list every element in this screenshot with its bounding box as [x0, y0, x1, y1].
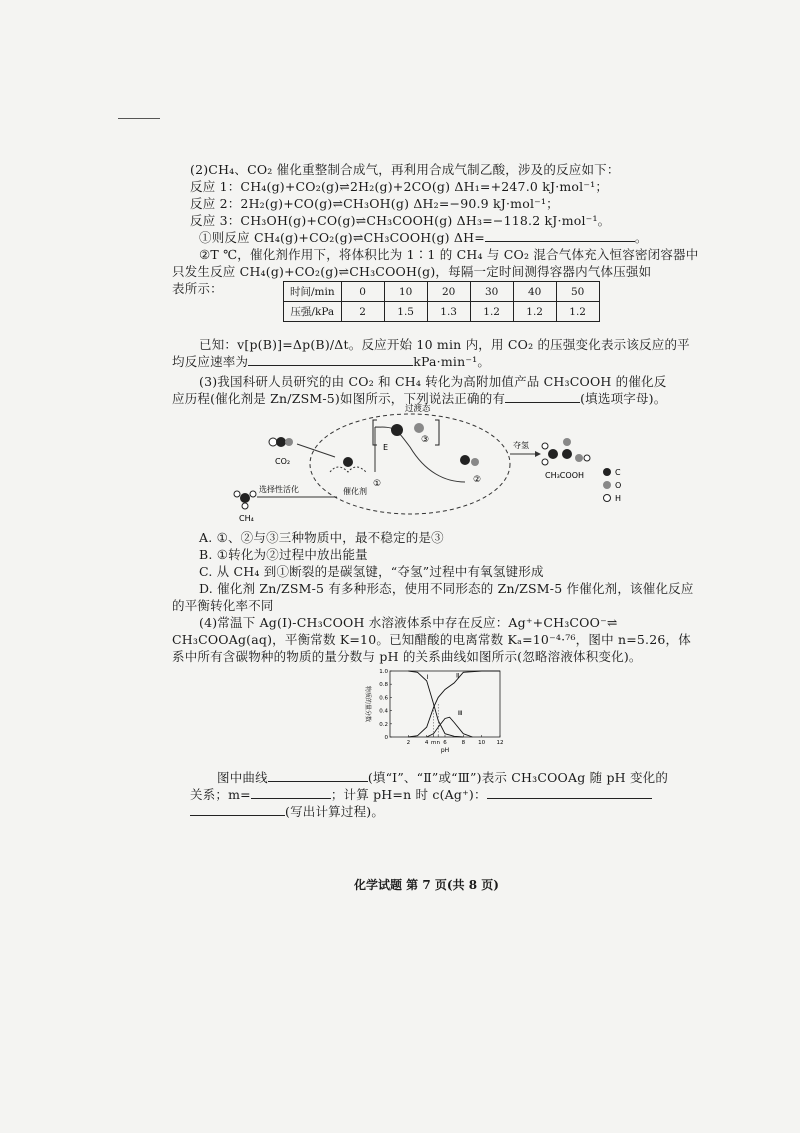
q-ag-text: ；计算 pH=n 时 c(Ag⁺)： [330, 787, 487, 802]
chart-series [408, 671, 500, 737]
legend-oxygen-icon [603, 481, 611, 489]
catalyst-surface [330, 467, 366, 472]
species-fraction-chart [360, 665, 510, 755]
reaction-mechanism-diagram [225, 402, 645, 527]
y-tick-label: 0.2 [379, 721, 388, 728]
species-2-oxygen-icon [471, 458, 479, 466]
part3-line2-text: 应历程(催化剂是 Zn/ZSM-5)如图所示，下列说法正确的有 [172, 391, 506, 406]
series-line-2 [408, 671, 500, 737]
legend-carbon-icon [603, 468, 611, 476]
reaction-2: 反应 2：2H₂(g)+CO(g)⇌CH₃OH(g) ΔH₂=−90.9 kJ·mol⁻¹； [190, 196, 559, 211]
x-axis-label: pH [440, 747, 450, 754]
legend-hydrogen-icon [604, 495, 611, 502]
reaction-boundary [310, 414, 510, 514]
option-b: B. ①转化为②过程中放出能量 [199, 547, 368, 562]
table-row [284, 282, 600, 302]
legend-hydrogen-label: H [615, 494, 622, 503]
table-row-label: 压强/kPa [284, 302, 342, 322]
x-tick-label: 10 [478, 740, 486, 746]
x-tick-label: n [436, 740, 440, 746]
table-cell: 30 [470, 282, 513, 302]
option-a: A. ①、②与③三种物质中，最不稳定的是③ [199, 530, 444, 545]
ts-oxygen-icon [414, 423, 424, 433]
energy-e-label: E [383, 443, 389, 452]
table-cell: 1.2 [556, 302, 599, 322]
transition-state-label: 过渡态 [405, 404, 431, 414]
arrow-head-icon [535, 451, 541, 457]
y-tick-label: 0 [384, 735, 388, 741]
table-row [284, 302, 600, 322]
ch4-label: CH₄ [239, 514, 254, 523]
reaction-3: 反应 3：CH₃OH(g)+CO(g)⇌CH₃COOH(g) ΔH₃=−118.2 kJ·mol⁻¹。 [190, 213, 611, 228]
option-c: C. 从 CH₄ 到①断裂的是碳氢键，“夺氢”过程中有氧氢键形成 [199, 564, 544, 579]
y-tick-label: 0.8 [379, 682, 388, 689]
x-tick-label: 4 [424, 740, 429, 746]
q-m-text: 关系；m= [190, 787, 251, 802]
acetic-acid-molecule-icon [542, 438, 590, 465]
answer-blank-calc[interactable] [190, 805, 285, 816]
answer-blank-ag[interactable] [487, 788, 652, 799]
x-tick-label: 2 [406, 740, 411, 746]
species-2-icon [460, 455, 470, 465]
legend-carbon-label: C [615, 468, 621, 477]
series-label-1: Ⅰ [426, 672, 429, 681]
rate-question [172, 352, 490, 370]
table-header-label: 时间/min [284, 282, 342, 302]
part3-line2-tail: (填选项字母)。 [580, 391, 667, 406]
y-tick-label: 1.0 [379, 669, 388, 675]
y-tick-label: 0.4 [379, 708, 388, 715]
answer-blank-dh[interactable] [485, 231, 635, 242]
table-cell: 20 [427, 282, 470, 302]
question-2-line1: ②T ℃，催化剂作用下，将体积比为 1∶1 的 CH₄ 与 CO₂ 混合气体充入恒容密闭容器中 [199, 247, 699, 262]
grab-hydrogen-label: 夺氢 [513, 441, 529, 450]
question-2-line2: 只发生反应 CH₄(g)+CO₂(g)⇌CH₃COOH(g)，每隔一定时间测得容器内气体压强如 [172, 264, 652, 279]
table-cell: 1.2 [470, 302, 513, 322]
select-activation-label: 选择性活化 [259, 485, 299, 494]
table-cell: 1.5 [384, 302, 427, 322]
part4-line2: CH₃COOAg(aq)，平衡常数 K=10。已知醋酸的电离常数 Kₐ=10⁻⁴·⁷⁶，图中 n=5.26，体 [172, 632, 691, 647]
product-label: CH₃COOH [545, 471, 585, 480]
pressure-table [283, 281, 600, 322]
table-cell: 0 [341, 282, 384, 302]
question-1: ①则反应 CH₄(g)+CO₂(g)⇌CH₃COOH(g) ΔH= 。 [199, 230, 648, 245]
part4-question-line3 [190, 802, 384, 820]
answer-blank-curve[interactable] [268, 771, 368, 782]
x-tick-label: 6 [443, 740, 447, 746]
legend-oxygen-label: O [615, 481, 622, 490]
table-cell: 2 [341, 302, 384, 322]
table-cell: 10 [384, 282, 427, 302]
q-curve-text: 图中曲线 [217, 770, 268, 785]
part2-intro: (2)CH₄、CO₂ 催化重整制合成气，再利用合成气制乙酸，涉及的反应如下： [190, 162, 620, 177]
y-axis-label: 物质的量分数 [364, 685, 371, 723]
catalyst-label: 催化剂 [343, 487, 367, 496]
series-line-1 [408, 671, 463, 737]
q-calc-tail: (写出计算过程)。 [285, 804, 385, 819]
co2-molecule-icon [269, 437, 293, 447]
rate-unit: kPa·min⁻¹。 [413, 354, 491, 369]
table-cell: 1.3 [427, 302, 470, 322]
answer-blank-m[interactable] [251, 788, 331, 799]
known-formula: 已知：v[p(B)]=Δp(B)/Δt。反应开始 10 min 内，用 CO₂ 的压强变化表示该反应的平 [199, 337, 690, 352]
reaction-1: 反应 1：CH₄(g)+CO₂(g)⇌2H₂(g)+2CO(g) ΔH₁=+247.0 kJ·mol⁻¹； [190, 179, 609, 194]
species-2-label: ② [473, 475, 482, 485]
option-d-line1: D. 催化剂 Zn/ZSM-5 有多种形态，使用不同形态的 Zn/ZSM-5 作催化剂，该催化反应 [199, 581, 694, 596]
co2-label: CO₂ [275, 457, 291, 466]
top-rule [118, 118, 160, 119]
species-3-label: ③ [421, 435, 430, 445]
part4-question-line1 [217, 768, 668, 786]
series-label-3: Ⅲ [457, 709, 463, 718]
x-tick-label: m [430, 740, 437, 746]
co2-arrow [297, 444, 335, 457]
question-2-line3: 表所示： [172, 281, 223, 296]
species-1-label: ① [373, 479, 382, 489]
series-label-2: Ⅱ [456, 671, 460, 680]
ch4-molecule-icon [234, 491, 256, 509]
ts-carbon-icon [391, 424, 403, 436]
table-cell: 40 [513, 282, 556, 302]
part4-question-line2 [190, 785, 652, 803]
chart-axes [390, 671, 500, 737]
species-1-icon [343, 457, 353, 467]
chart-frame [390, 671, 500, 737]
page-footer: 化学试题 第 7 页(共 8 页) [354, 878, 499, 892]
option-d-line2: 的平衡转化率不同 [172, 598, 274, 613]
part4-line3: 系中所有含碳物种的物质的量分数与 pH 的关系曲线如图所示(忽略溶液体积变化)。 [172, 649, 642, 664]
table-cell: 50 [556, 282, 599, 302]
part4-line1: (4)常温下 Ag(Ⅰ)-CH₃COOH 水溶液体系中存在反应：Ag⁺+CH₃COO⁻⇌ [199, 615, 618, 630]
table-cell: 1.2 [513, 302, 556, 322]
answer-blank-rate[interactable] [248, 355, 413, 366]
part3-line1: (3)我国科研人员研究的由 CO₂ 和 CH₄ 转化为高附加值产品 CH₃COOH 的催化反 [199, 374, 667, 389]
x-tick-label: 8 [461, 740, 466, 746]
question-1-text: ①则反应 CH₄(g)+CO₂(g)⇌CH₃COOH(g) ΔH= [199, 230, 485, 245]
energy-curve [375, 427, 465, 482]
x-tick-label: 12 [496, 740, 504, 746]
q-curve-tail: (填“Ⅰ”、“Ⅱ”或“Ⅲ”)表示 CH₃COOAg 随 pH 变化的 [367, 770, 669, 785]
rate-text: 均反应速率为 [172, 354, 249, 369]
y-tick-label: 0.6 [379, 695, 388, 702]
